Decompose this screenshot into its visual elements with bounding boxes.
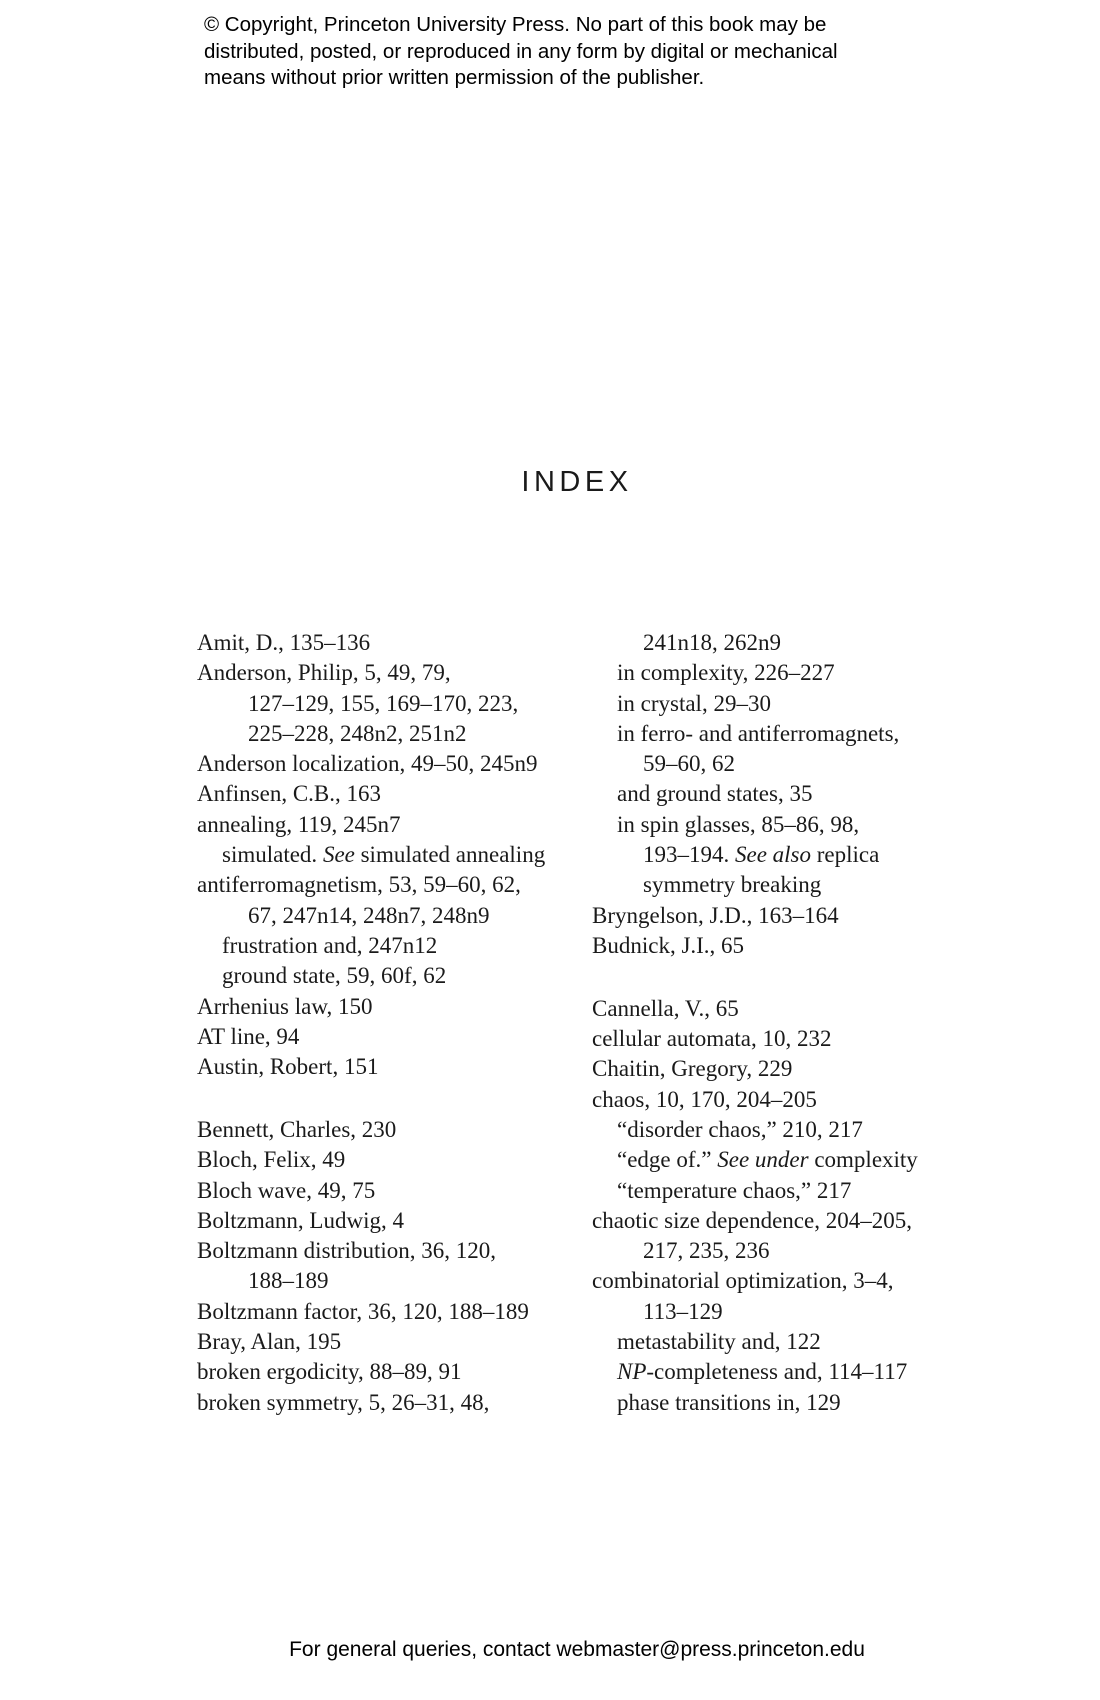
index-text: broken symmetry, 5, 26–31, 48, [197, 1389, 490, 1415]
index-entry [592, 1206, 982, 1236]
index-entry [197, 1327, 587, 1357]
index-text: “temperature chaos,” 217 [617, 1177, 852, 1203]
index-text: 217, 235, 236 [643, 1238, 770, 1264]
index-text: See also [735, 842, 812, 868]
index-entry [592, 931, 982, 961]
copyright-line: © Copyright, Princeton University Press. No part of this book may be [204, 13, 827, 36]
index-subentry [592, 1357, 982, 1387]
index-subentry [592, 1145, 982, 1175]
index-subentry [592, 1176, 982, 1206]
index-text: chaos, 10, 170, 204–205 [592, 1086, 817, 1112]
index-entry [197, 749, 587, 779]
index-subentry [197, 1266, 587, 1296]
index-entry [197, 628, 587, 658]
index-text: See [322, 842, 355, 868]
index-text: antiferromagnetism, 53, 59–60, 62, [197, 872, 521, 898]
index-subentry [592, 870, 982, 900]
index-text: Boltzmann, Ludwig, 4 [197, 1207, 404, 1233]
index-subentry [592, 1388, 982, 1418]
index-entry [592, 1054, 982, 1084]
index-text: 188–189 [248, 1268, 329, 1294]
index-entry [197, 870, 587, 900]
index-text: combinatorial optimization, 3–4, [592, 1268, 894, 1294]
index-text: chaotic size dependence, 204–205, [592, 1207, 912, 1233]
index-entry [592, 1085, 982, 1115]
index-subentry [592, 1327, 982, 1357]
index-text: NP [617, 1359, 647, 1385]
index-entry [197, 1297, 587, 1327]
index-subentry [592, 779, 982, 809]
index-subentry [592, 719, 982, 749]
index-subentry [592, 1297, 982, 1327]
index-text: ground state, 59, 60f, 62 [222, 963, 447, 989]
index-text: 113–129 [643, 1298, 723, 1324]
index-text: symmetry breaking [643, 872, 822, 898]
index-text: -completeness and, 114–117 [646, 1359, 908, 1385]
copyright-line: distributed, posted, or reproduced in any form by digital or mechanical [204, 39, 838, 63]
index-text: simulated. [222, 842, 323, 868]
index-entry [197, 1176, 587, 1206]
index-entry [197, 779, 587, 809]
footer-contact: For general queries, contact webmaster@press.princeton.edu [289, 1638, 865, 1661]
index-text: Austin, Robert, 151 [197, 1054, 379, 1080]
index-entry [197, 1357, 587, 1387]
page-title: INDEX [521, 466, 633, 498]
index-text: and ground states, 35 [617, 781, 813, 807]
index-text: Bennett, Charles, 230 [197, 1116, 397, 1142]
index-subentry [197, 931, 587, 961]
index-subentry [197, 689, 587, 719]
index-text: 127–129, 155, 169–170, 223, [248, 690, 519, 716]
index-entry [197, 658, 587, 688]
index-text: Cannella, V., 65 [592, 995, 739, 1021]
letter-group-gap [592, 961, 982, 994]
index-text: broken ergodicity, 88–89, 91 [197, 1359, 462, 1385]
index-text: 193–194. [643, 842, 735, 868]
index-text: See under [717, 1147, 809, 1173]
index-text: in spin glasses, 85–86, 98, [617, 811, 860, 837]
index-subentry [197, 961, 587, 991]
index-subentry [592, 1115, 982, 1145]
index-entry [197, 810, 587, 840]
index-text: “disorder chaos,” 210, 217 [617, 1116, 863, 1142]
index-text: Bloch wave, 49, 75 [197, 1177, 376, 1203]
index-text: metastability and, 122 [617, 1329, 821, 1355]
index-text: Arrhenius law, 150 [197, 993, 373, 1019]
index-subentry [592, 1236, 982, 1266]
index-entry [592, 994, 982, 1024]
index-entry [592, 901, 982, 931]
index-entry [592, 1266, 982, 1296]
index-entry [197, 1236, 587, 1266]
index-text: Anfinsen, C.B., 163 [197, 781, 381, 807]
index-text: Boltzmann distribution, 36, 120, [197, 1238, 496, 1264]
index-entry [197, 1022, 587, 1052]
index-entry [197, 1206, 587, 1236]
index-text: 67, 247n14, 248n7, 248n9 [248, 902, 490, 928]
index-entry [592, 1024, 982, 1054]
index-subentry [592, 840, 982, 870]
index-entry [197, 1388, 587, 1418]
index-text: in ferro- and antiferromagnets, [617, 720, 900, 746]
index-subentry [197, 840, 587, 870]
copyright-line: means without prior written permission of the publisher. [204, 66, 705, 89]
index-entry [197, 992, 587, 1022]
index-text: simulated annealing [354, 842, 546, 868]
index-text: cellular automata, 10, 232 [592, 1026, 832, 1052]
index-subentry [197, 901, 587, 931]
index-text: in crystal, 29–30 [617, 690, 771, 716]
index-text: replica [811, 842, 880, 868]
index-text: Budnick, J.I., 65 [592, 932, 745, 958]
index-text: Bray, Alan, 195 [197, 1329, 342, 1355]
index-text: “edge of.” [617, 1147, 718, 1173]
index-subentry [592, 749, 982, 779]
index-text: in complexity, 226–227 [617, 660, 835, 686]
index-entry [197, 1052, 587, 1082]
index-text: Boltzmann factor, 36, 120, 188–189 [197, 1298, 529, 1324]
index-text: Bloch, Felix, 49 [197, 1147, 346, 1173]
index-column-right [592, 628, 982, 1418]
copyright-notice [204, 12, 944, 92]
index-subentry [592, 628, 982, 658]
index-entry [197, 1145, 587, 1175]
index-subentry [197, 719, 587, 749]
index-entry [197, 1115, 587, 1145]
index-subentry [592, 810, 982, 840]
index-text: frustration and, 247n12 [222, 932, 438, 958]
index-text: annealing, 119, 245n7 [197, 811, 401, 837]
index-text: phase transitions in, 129 [617, 1389, 841, 1415]
index-text: Bryngelson, J.D., 163–164 [592, 902, 839, 928]
index-text: AT line, 94 [197, 1023, 300, 1049]
index-text: 241n18, 262n9 [643, 630, 781, 655]
index-text: Anderson localization, 49–50, 245n9 [197, 751, 538, 777]
index-text: 59–60, 62 [643, 751, 735, 777]
index-text: Chaitin, Gregory, 229 [592, 1056, 793, 1082]
index-text: 225–228, 248n2, 251n2 [248, 720, 467, 746]
index-subentry [592, 658, 982, 688]
index-subentry [592, 689, 982, 719]
index-text: complexity [808, 1147, 918, 1173]
index-text: Amit, D., 135–136 [197, 630, 371, 655]
index-text: Anderson, Philip, 5, 49, 79, [197, 660, 451, 686]
index-column-left [197, 628, 587, 1418]
letter-group-gap [197, 1082, 587, 1115]
